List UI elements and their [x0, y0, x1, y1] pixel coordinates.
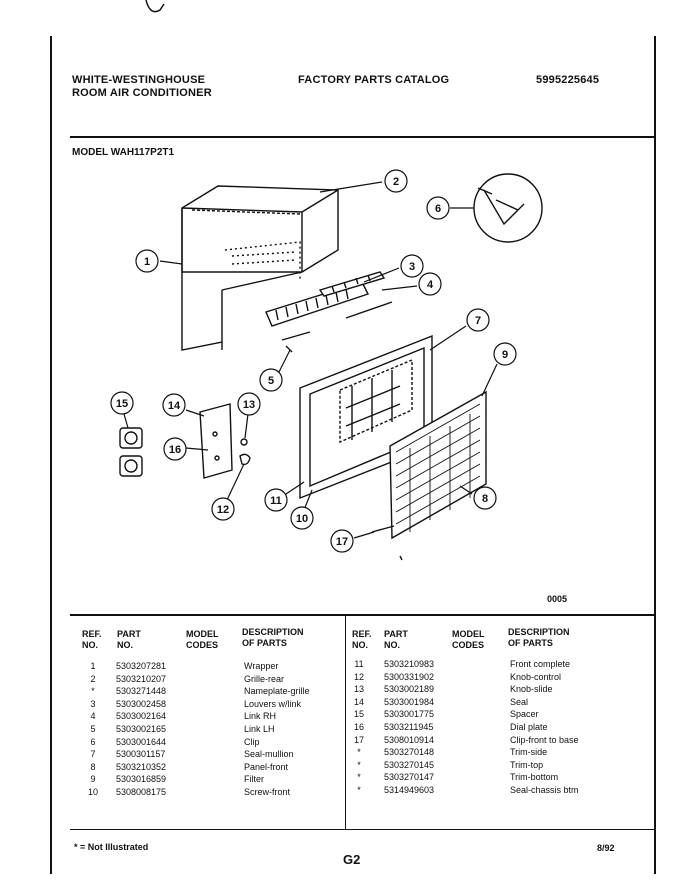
description-cell: Clip-front to base	[510, 734, 579, 745]
part-number-cell: 5303016859	[116, 774, 167, 785]
svg-text:2: 2	[392, 176, 400, 188]
callout-13	[238, 393, 260, 438]
left-model-header: MODEL CODES	[186, 629, 219, 650]
part-number-cell: 5303270148	[384, 747, 435, 758]
clip-inset	[474, 174, 542, 242]
clip-front-to-base-part	[372, 526, 394, 532]
part-number-cell: 5300301157	[116, 749, 166, 760]
description-cell: Grille-rear	[244, 673, 285, 684]
ref-cell: 15	[353, 709, 364, 720]
part-number-cell: 5303210983	[384, 659, 435, 669]
description-cell: Clip	[244, 736, 260, 747]
description-cell: Trim-top	[510, 759, 544, 770]
header-rule	[70, 136, 655, 138]
wrapper-part	[182, 186, 338, 350]
frame-left-line	[50, 36, 52, 874]
ref-cell: *	[357, 759, 361, 770]
model-label: MODEL WAH117P2T1	[72, 147, 175, 158]
svg-text:7: 7	[474, 315, 482, 327]
right-ref-header: REF. NO.	[352, 629, 372, 650]
callout-11	[265, 482, 304, 511]
brand-header	[72, 74, 212, 100]
exploded-parts-diagram	[100, 160, 620, 590]
description-cell: Trim-side	[510, 747, 548, 758]
part-number-cell: 5303270147	[384, 772, 435, 783]
part-number-cell: 5303002164	[116, 711, 167, 722]
description-cell: Nameplate-grille	[244, 686, 310, 697]
ref-cell: *	[357, 747, 361, 758]
part-number-cell: 5308008175	[116, 787, 167, 797]
svg-text:10: 10	[295, 513, 309, 525]
svg-text:4: 4	[426, 279, 434, 291]
right-desc-header: DESCRIPTION OF PARTS	[508, 627, 570, 648]
part-number-cell: 5303207281	[116, 661, 167, 671]
knob-parts	[120, 428, 142, 476]
table-top-rule	[70, 614, 655, 616]
svg-text:5: 5	[267, 375, 275, 387]
svg-text:11: 11	[270, 495, 282, 507]
callout-9	[482, 343, 516, 396]
louver-assembly	[266, 272, 392, 352]
part-number-cell: 5303001984	[384, 696, 435, 707]
ref-cell: 8	[90, 761, 96, 772]
left-ref-header: REF. NO.	[82, 629, 102, 650]
part-number-cell: 5303001775	[384, 709, 435, 720]
callout-3	[364, 255, 423, 282]
part-number-cell: 5303210352	[116, 761, 167, 772]
ref-cell: *	[357, 785, 361, 795]
ref-cell: 14	[353, 696, 364, 707]
description-cell: Knob-control	[510, 671, 562, 682]
revision-date: 8/92	[597, 843, 615, 853]
svg-text:14: 14	[167, 400, 181, 412]
ref-cell: 17	[353, 734, 364, 745]
description-cell: Screw-front	[244, 787, 291, 797]
part-number-cell: 5308010914	[384, 734, 435, 745]
svg-text:13: 13	[242, 399, 256, 411]
description-cell: Louvers w/link	[244, 698, 302, 709]
description-cell: Trim-bottom	[510, 772, 559, 783]
description-cell: Link RH	[244, 711, 277, 722]
callout-2	[320, 170, 407, 192]
ref-cell: 13	[353, 684, 364, 695]
part-number-cell: 5303002458	[116, 698, 167, 709]
ref-cell: 7	[90, 749, 96, 760]
part-number-cell: 5300331902	[384, 671, 435, 682]
part-number-cell: 5303211945	[384, 722, 434, 732]
frame-right-line	[654, 36, 656, 874]
callout-8	[460, 486, 496, 509]
table-divider	[345, 616, 346, 830]
ref-cell: 3	[90, 698, 96, 709]
svg-text:12: 12	[216, 504, 230, 516]
diagram-code: 0005	[547, 594, 568, 604]
page-number: G2	[343, 852, 361, 867]
callout-1	[136, 250, 182, 272]
ref-cell: 11	[354, 659, 364, 669]
svg-text:9: 9	[501, 349, 509, 361]
description-cell: Dial plate	[510, 722, 548, 732]
svg-text:3: 3	[408, 261, 416, 273]
catalog-number: 5995225645	[536, 74, 600, 86]
table-bottom-rule	[70, 829, 655, 830]
brand-line-1: WHITE-WESTINGHOUSE	[72, 74, 206, 86]
knob-slide-part	[241, 439, 247, 445]
left-desc-header: DESCRIPTION OF PARTS	[242, 627, 304, 648]
svg-text:15: 15	[115, 398, 129, 410]
svg-text:16: 16	[168, 444, 182, 456]
callout-15	[111, 392, 133, 428]
svg-text:6: 6	[434, 203, 442, 215]
ref-cell: 12	[353, 671, 364, 682]
left-part-header: PART NO.	[117, 629, 141, 650]
dial-plate-part	[200, 404, 232, 478]
ref-cell: 4	[90, 711, 96, 722]
ref-cell: 6	[90, 736, 96, 747]
part-number-cell: 5303271448	[116, 686, 167, 697]
ref-cell: 1	[90, 661, 96, 671]
ref-cell: 16	[353, 722, 364, 732]
ref-cell: *	[357, 772, 361, 783]
callout-6	[427, 197, 474, 219]
callout-14	[163, 394, 204, 416]
ref-cell: 9	[90, 774, 96, 785]
description-cell: Front complete	[510, 659, 571, 669]
part-number-cell: 5303270145	[384, 759, 435, 770]
ref-cell: 10	[87, 787, 98, 797]
right-part-header: PART NO.	[384, 629, 408, 650]
description-cell: Seal	[510, 696, 529, 707]
callout-7	[430, 309, 489, 350]
callout-5	[260, 350, 290, 391]
callout-17	[331, 530, 374, 552]
scan-mark	[138, 0, 178, 22]
brand-line-2: ROOM AIR CONDITIONER	[72, 87, 212, 99]
part-number-cell: 5303210207	[116, 673, 167, 684]
part-number-cell: 5303002165	[116, 724, 167, 734]
svg-text:1: 1	[143, 256, 151, 268]
part-number-cell: 5303002189	[384, 684, 435, 695]
description-cell: Seal-chassis btm	[510, 785, 579, 795]
part-number-cell: 5303001644	[116, 736, 167, 747]
description-cell: Wrapper	[244, 661, 279, 671]
not-illustrated-note: * = Not Illustrated	[74, 842, 149, 852]
description-cell: Link LH	[244, 724, 275, 734]
knob-control-part	[240, 454, 250, 464]
catalog-title: FACTORY PARTS CATALOG	[298, 74, 450, 86]
right-model-header: MODEL CODES	[452, 629, 485, 650]
svg-text:17: 17	[335, 536, 349, 548]
ref-cell: 5	[90, 724, 96, 734]
ref-cell: *	[91, 686, 95, 697]
ref-cell: 2	[90, 673, 96, 684]
description-cell: Knob-slide	[510, 684, 553, 695]
svg-text:8: 8	[481, 493, 489, 505]
description-cell: Seal-mullion	[244, 749, 294, 760]
description-cell: Spacer	[510, 709, 539, 720]
description-cell: Filter	[244, 774, 264, 785]
description-cell: Panel-front	[244, 761, 289, 772]
part-number-cell: 5314949603	[384, 785, 435, 795]
